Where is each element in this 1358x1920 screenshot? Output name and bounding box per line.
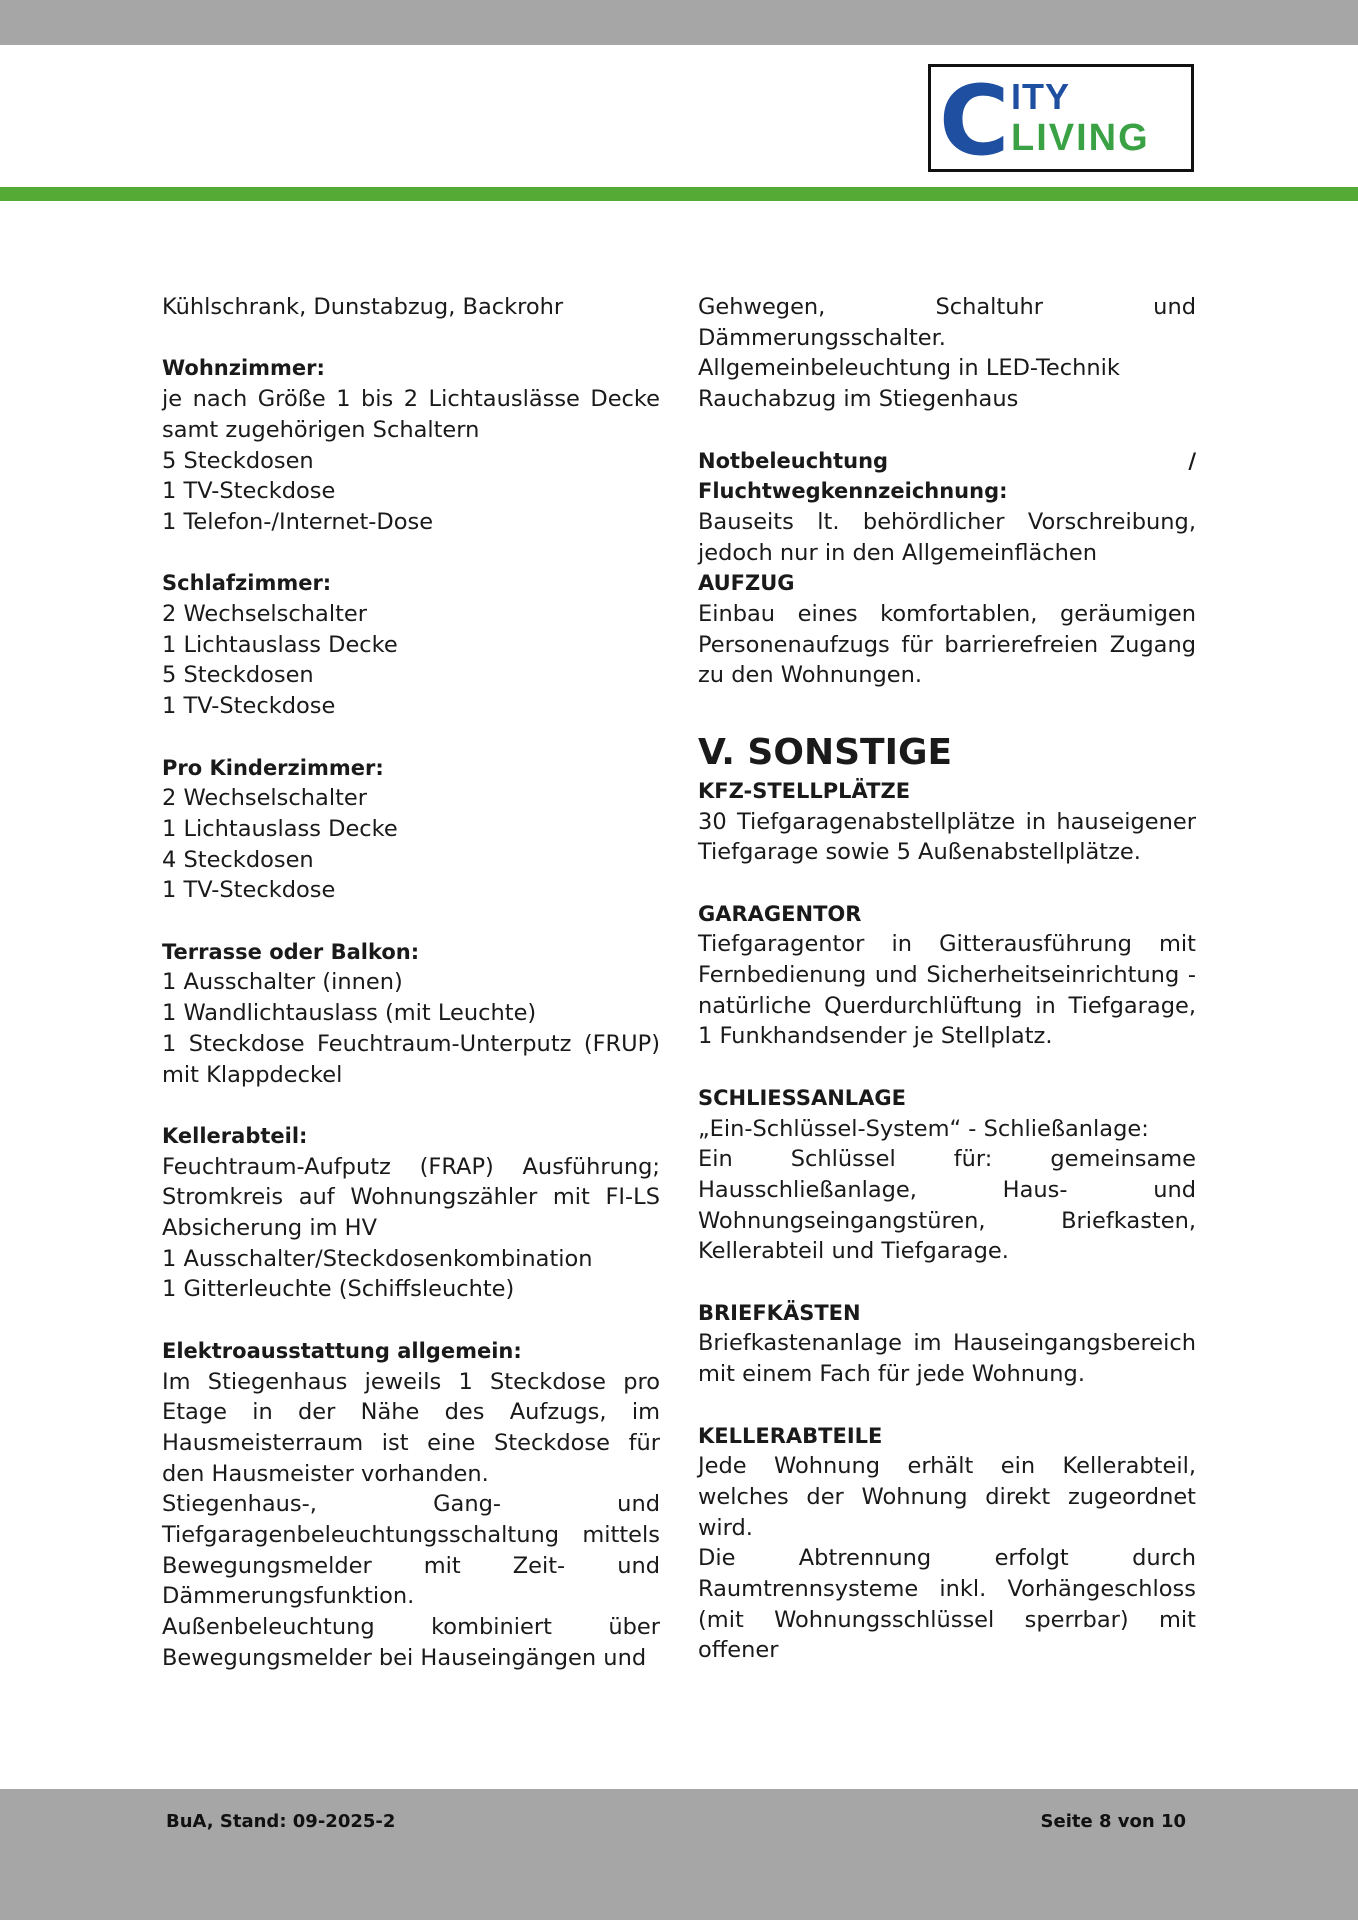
page-footer — [0, 1789, 1358, 1920]
list-item: 5 Steckdosen — [162, 447, 314, 474]
paragraph: „Ein-Schlüssel-System“ - Schließanlage: — [698, 1115, 1149, 1142]
list-item: 1 Gitterleuchte (Schiffsleuchte) — [162, 1276, 515, 1303]
list-item: 2 Wechselschalter — [162, 785, 367, 812]
section-heading-aufzug: AUFZUG — [698, 571, 795, 596]
section-heading-briefkaesten: BRIEFKÄSTEN — [698, 1300, 861, 1325]
page-number: Seite 8 von 10 — [1040, 1811, 1186, 1832]
paragraph: Außenbeleuchtung kombiniert über Bewegungsmelder bei Hauseingängen und — [162, 1614, 660, 1671]
list-item: 1 Telefon-/Internet-Dose — [162, 508, 434, 535]
paragraph: Allgemeinbeleuchtung in LED-Technik — [698, 355, 1120, 382]
list-item: 1 Lichtauslass Decke — [162, 815, 398, 842]
paragraph: Die Abtrennung erfolgt durch Raumtrennsysteme inkl. Vorhängeschloss (mit Wohnungsschlüssel sperrbar) mit offener — [698, 1545, 1196, 1664]
paragraph: 30 Tiefgaragenabstellplätze in hauseigener Tiefgarage sowie 5 Außenabstellplätze. — [698, 808, 1196, 866]
paragraph: Jede Wohnung erhält ein Kellerabteil, welches der Wohnung direkt zugeordnet wird. — [698, 1453, 1196, 1541]
list-item: 4 Steckdosen — [162, 846, 314, 873]
green-accent-bar — [0, 187, 1358, 201]
section-heading-notbeleuchtung: Notbeleuchtung / Fluchtwegkennzeichnung: — [698, 448, 1196, 504]
logo-letter-c: C — [939, 65, 1008, 177]
document-version: BuA, Stand: 09-2025-2 — [166, 1811, 396, 1832]
paragraph: Rauchabzug im Stiegenhaus — [698, 386, 1019, 413]
paragraph: Gehwegen, Schaltuhr und Dämmerungsschalter. — [698, 294, 1196, 351]
section-heading-terrasse: Terrasse oder Balkon: — [162, 939, 420, 964]
paragraph: Einbau eines komfortablen, geräumigen Personenaufzugs für barrierefreien Zugang zu den Wohnungen. — [698, 601, 1196, 689]
list-item: 2 Wechselschalter — [162, 601, 367, 627]
list-item: 1 Lichtauslass Decke — [162, 631, 398, 658]
section-heading-kfz: KFZ-STELLPLÄTZE — [698, 778, 911, 803]
paragraph: Stiegenhaus-, Gang- und Tiefgaragenbeleuchtungsschaltung mittels Bewegungsmelder mit Zeit- und Dämmerungsfunktion. — [162, 1491, 660, 1610]
logo-line-city: ITY — [1011, 76, 1071, 117]
section-heading-kellerabteile: KELLERABTEILE — [698, 1423, 883, 1448]
section-heading-kellerabteil: Kellerabteil: — [162, 1123, 308, 1148]
list-item: je nach Größe 1 bis 2 Lichtauslässe Decke samt zugehörigen Schaltern — [162, 386, 660, 443]
section-heading-elektro: Elektroausstattung allgemein: — [162, 1338, 522, 1363]
top-gray-band — [0, 0, 1358, 45]
section-heading-schliessanlage: SCHLIESSANLAGE — [698, 1085, 907, 1110]
city-living-logo — [928, 64, 1194, 177]
paragraph: Briefkastenanlage im Hauseingangsbereich mit einem Fach für jede Wohnung. — [698, 1330, 1196, 1388]
list-item: 1 Wandlichtauslass (mit Leuchte) — [162, 1000, 537, 1027]
intro-text: Kühlschrank, Dunstabzug, Backrohr — [162, 294, 564, 320]
list-item: 1 Ausschalter/Steckdosenkombination — [162, 1245, 593, 1272]
left-column — [162, 292, 660, 1674]
list-item: 5 Steckdosen — [162, 662, 314, 689]
list-item: 1 TV-Steckdose — [162, 877, 336, 904]
section-heading-kinderzimmer: Pro Kinderzimmer: — [162, 755, 384, 780]
list-item: Feuchtraum-Aufputz (FRAP) Ausführung; Stromkreis auf Wohnungszähler mit FI-LS Absicherung im HV — [162, 1153, 660, 1242]
paragraph: Tiefgaragentor in Gitterausführung mit Fernbedienung und Sicherheitseinrichtung - natürliche Querdurchlüftung in Tiefgarage, 1 Funkhandsender je Stellplatz. — [698, 931, 1196, 1050]
list-item: 1 Ausschalter (innen) — [162, 969, 403, 996]
list-item: 1 TV-Steckdose — [162, 693, 336, 720]
chapter-title: V. SONSTIGE — [698, 731, 953, 773]
list-item: 1 TV-Steckdose — [162, 478, 336, 505]
section-heading-garagentor: GARAGENTOR — [698, 901, 862, 926]
paragraph: Ein Schlüssel für: gemeinsame Hausschließanlage, Haus- und Wohnungseingangstüren, Briefkasten, Kellerabteil und Tiefgarage. — [698, 1146, 1196, 1265]
logo-line-living: LIVING — [1011, 117, 1150, 159]
list-item: 1 Steckdose Feuchtraum-Unterputz (FRUP) mit Klappdeckel — [162, 1030, 660, 1088]
right-column — [698, 292, 1196, 1666]
paragraph: Bauseits lt. behördlicher Vorschreibung, jedoch nur in den Allgemeinflächen — [698, 508, 1196, 566]
section-heading-wohnzimmer: Wohnzimmer: — [162, 356, 325, 381]
paragraph: Im Stiegenhaus jeweils 1 Steckdose pro Etage in der Nähe des Aufzugs, im Hausmeisterraum ist eine Steckdose für den Hausmeister vorhanden. — [162, 1368, 660, 1487]
section-heading-schlafzimmer: Schlafzimmer: — [162, 571, 332, 596]
